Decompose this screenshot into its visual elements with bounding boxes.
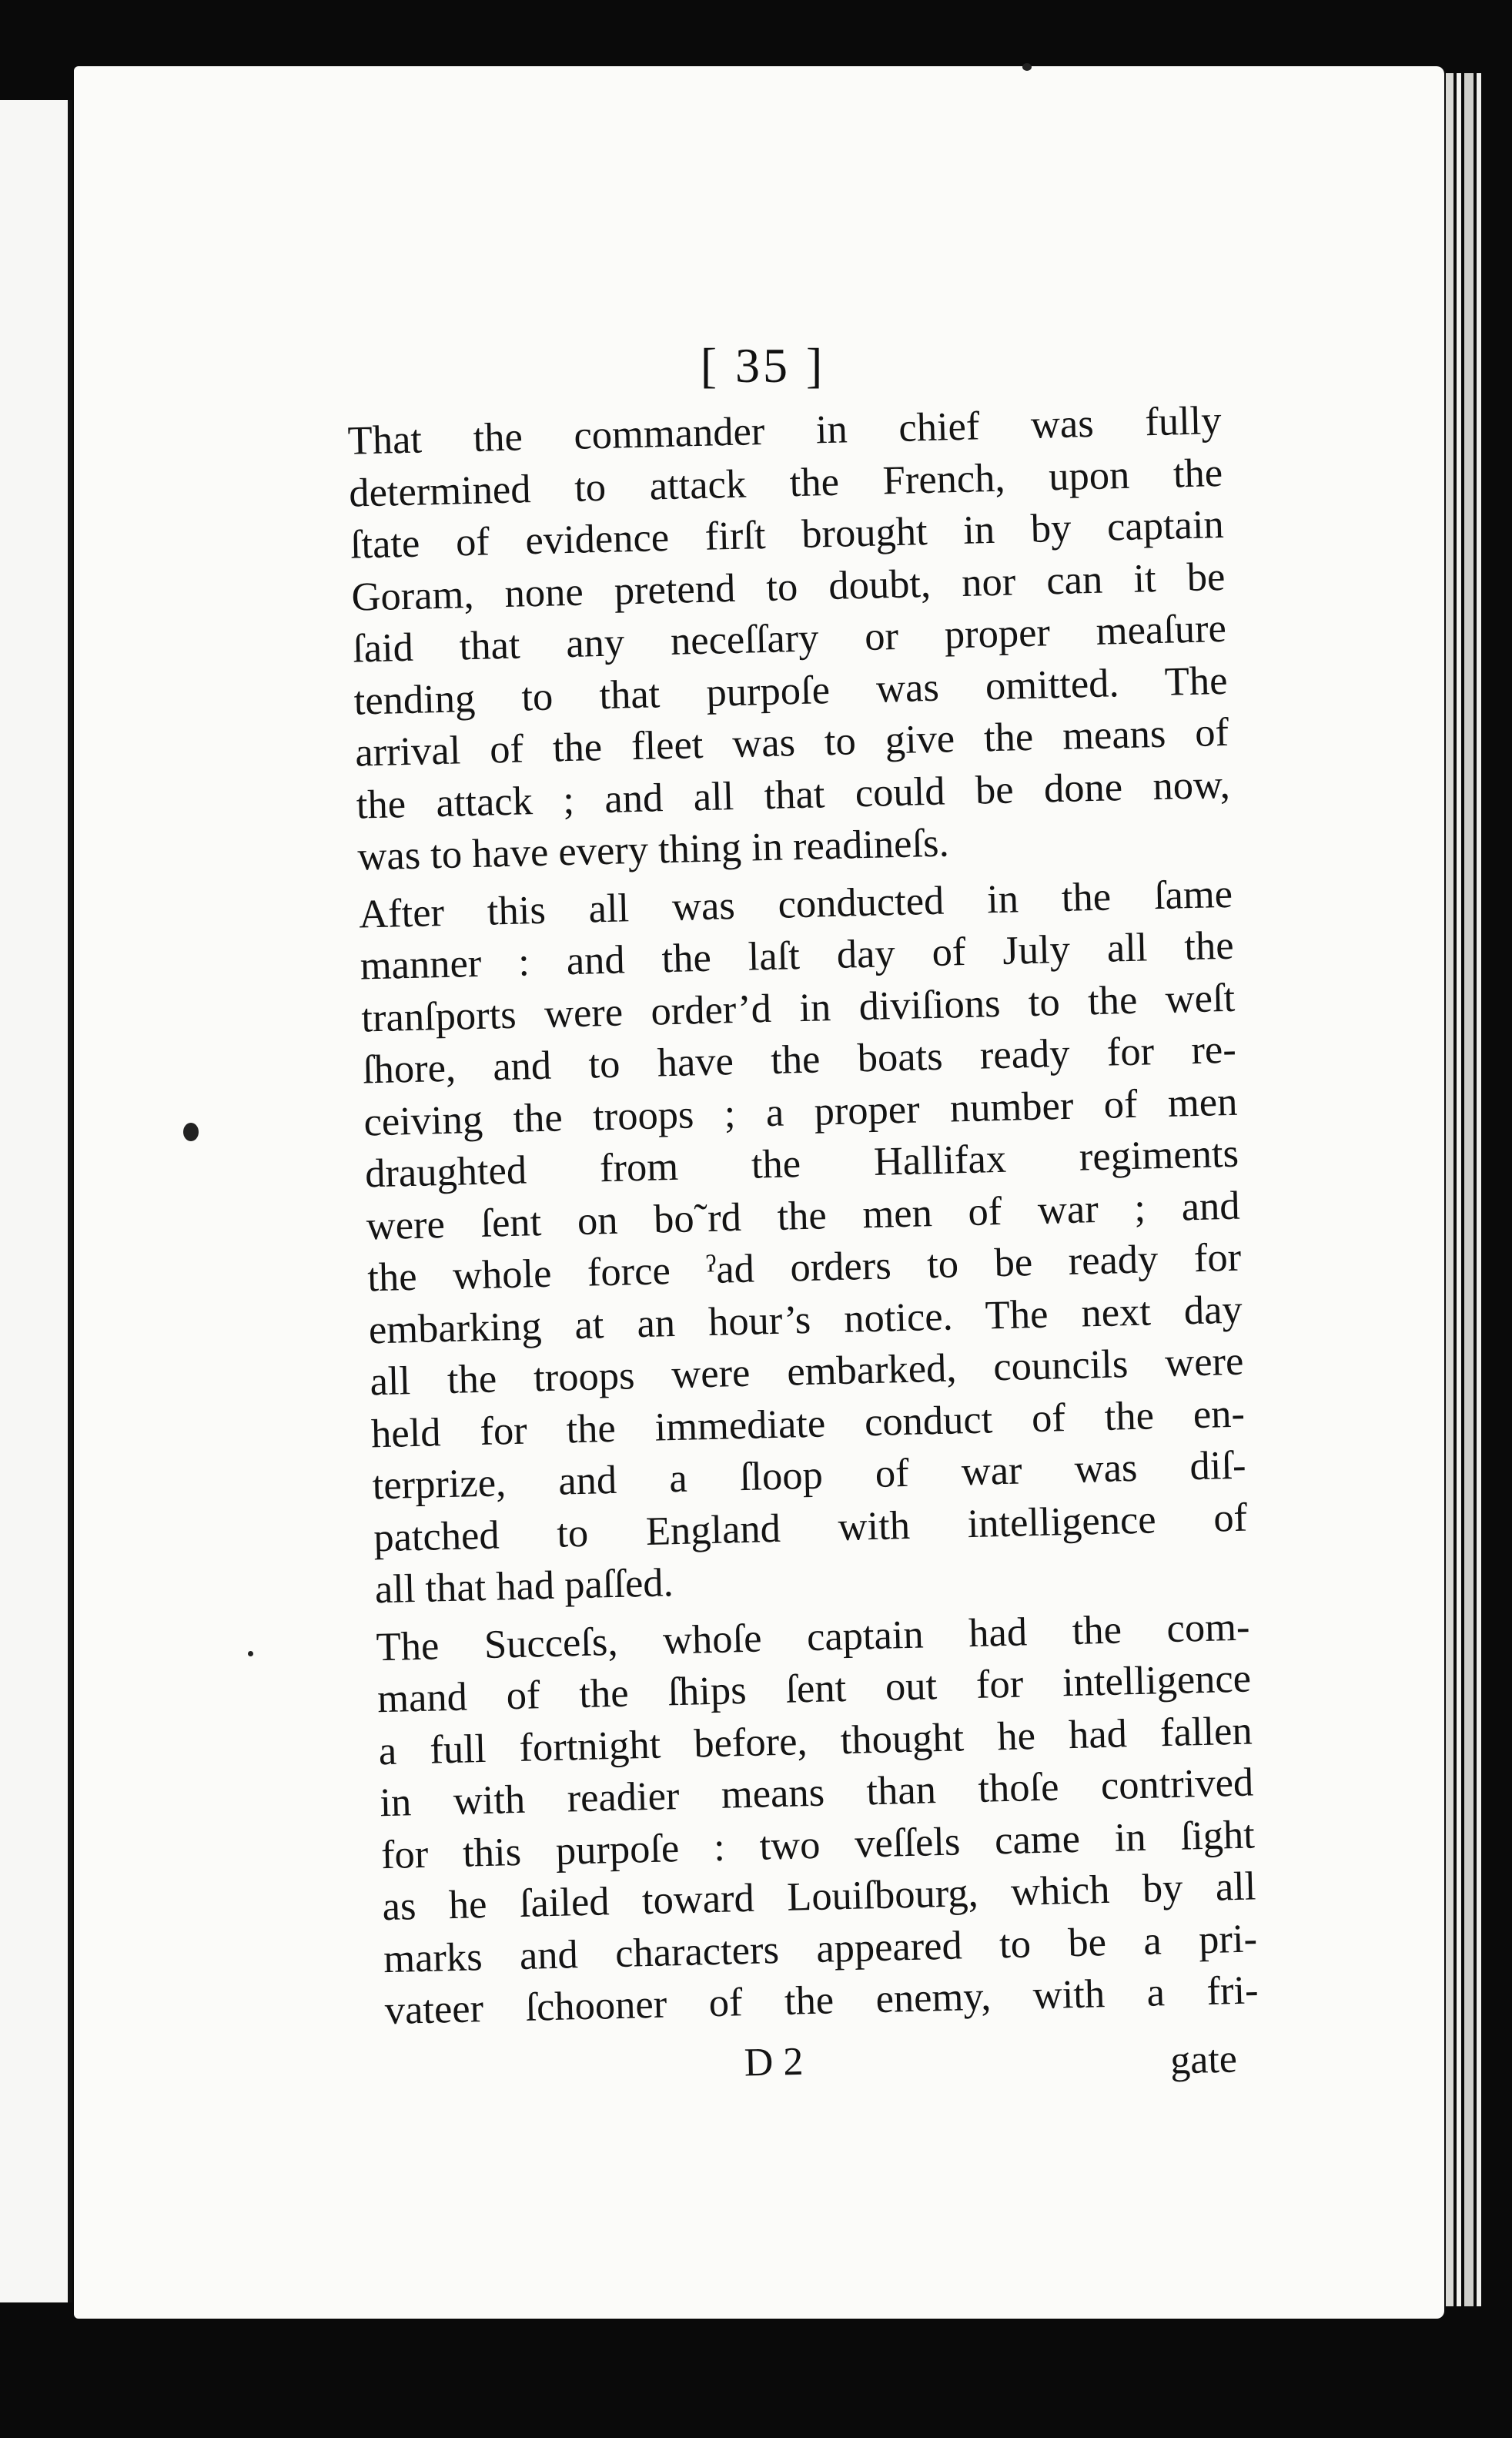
text-line: determined to attack the French, upon the bbox=[348, 450, 1223, 516]
page-edge bbox=[1477, 73, 1481, 2306]
text-line: ſhore, and to have the boats ready for re- bbox=[362, 1026, 1237, 1093]
catchword: gate bbox=[1169, 2037, 1238, 2083]
text-line: was to have every thing in readineſs. bbox=[356, 820, 950, 879]
text-line: manner : and the laſt day of July all the bbox=[360, 923, 1235, 989]
text-line: embarking at an hour’s notice. The next day bbox=[368, 1287, 1243, 1352]
text-line: patched to England with intelligence of bbox=[373, 1495, 1248, 1560]
text-line: terprize, and a ſloop of war was diſ- bbox=[372, 1442, 1247, 1509]
text-line: ſtate of evidence firſt brought in by captain bbox=[350, 501, 1225, 568]
page-edge bbox=[1464, 73, 1474, 2306]
text-line: The Succeſs, whoſe captain had the com- bbox=[375, 1604, 1251, 1669]
ink-blot bbox=[183, 1123, 199, 1141]
text-line: for this purpoſe : two veſſels came in ſight bbox=[380, 1811, 1256, 1877]
signature-mark: D 2 bbox=[744, 2039, 804, 2085]
text-line: ſaid that any neceſſary or proper meaſure bbox=[352, 605, 1227, 671]
text-line: vateer ſchooner of the enemy, with a fri- bbox=[384, 1967, 1259, 2034]
paragraph-2 bbox=[316, 868, 1249, 1617]
page-edge bbox=[1446, 73, 1453, 2306]
paragraph-1 bbox=[305, 395, 1232, 884]
text-line: mand of the ſhips ſent out for intelligence bbox=[376, 1656, 1252, 1722]
text-line: the attack ; and all that could be done now, bbox=[356, 762, 1231, 828]
book-page bbox=[74, 66, 1444, 2319]
text-line: in with readier means than thoſe contrived bbox=[379, 1760, 1254, 1826]
text-line: tending to that purpoſe was omitted. The bbox=[353, 658, 1229, 724]
text-line: ceiving the troops ; a proper number of men bbox=[363, 1079, 1238, 1144]
ink-speck bbox=[248, 1651, 253, 1656]
text-line: all that had paſſed. bbox=[374, 1560, 674, 1612]
text-line: were ſent on bo˜rd the men of war ; and bbox=[366, 1183, 1241, 1248]
text-line: all the troops were embarked, councils were bbox=[369, 1338, 1244, 1405]
facing-page-edge bbox=[0, 100, 72, 2302]
text-line: Goram, none pretend to doubt, nor can it be bbox=[350, 554, 1226, 620]
text-line: That the commander in chief was fully bbox=[347, 397, 1223, 464]
text-line: held for the immediate conduct of the en- bbox=[370, 1391, 1246, 1456]
text-line: the whole force ˀad orders to be ready for bbox=[366, 1234, 1242, 1301]
text-line: as he ſailed toward Louiſbourg, which by all bbox=[381, 1864, 1256, 1930]
text-line: a full fortnight before, thought he had fallen bbox=[378, 1707, 1253, 1773]
text-line: draughted from the Hallifax regiments bbox=[364, 1130, 1239, 1197]
page-edge bbox=[1457, 73, 1461, 2306]
page-number: [ 35 ] bbox=[700, 338, 826, 393]
text-line: arrival of the fleet was to give the means of bbox=[354, 709, 1229, 775]
text-line: After this all was conducted in the ſame bbox=[358, 871, 1233, 937]
text-line: tranſports were order’d in diviſions to the weſt bbox=[360, 975, 1236, 1040]
body-text bbox=[305, 395, 1259, 2044]
ink-speck bbox=[1022, 63, 1032, 71]
paragraph-3 bbox=[333, 1601, 1259, 2038]
text-line: marks and characters appeared to be a pri- bbox=[383, 1915, 1258, 1981]
